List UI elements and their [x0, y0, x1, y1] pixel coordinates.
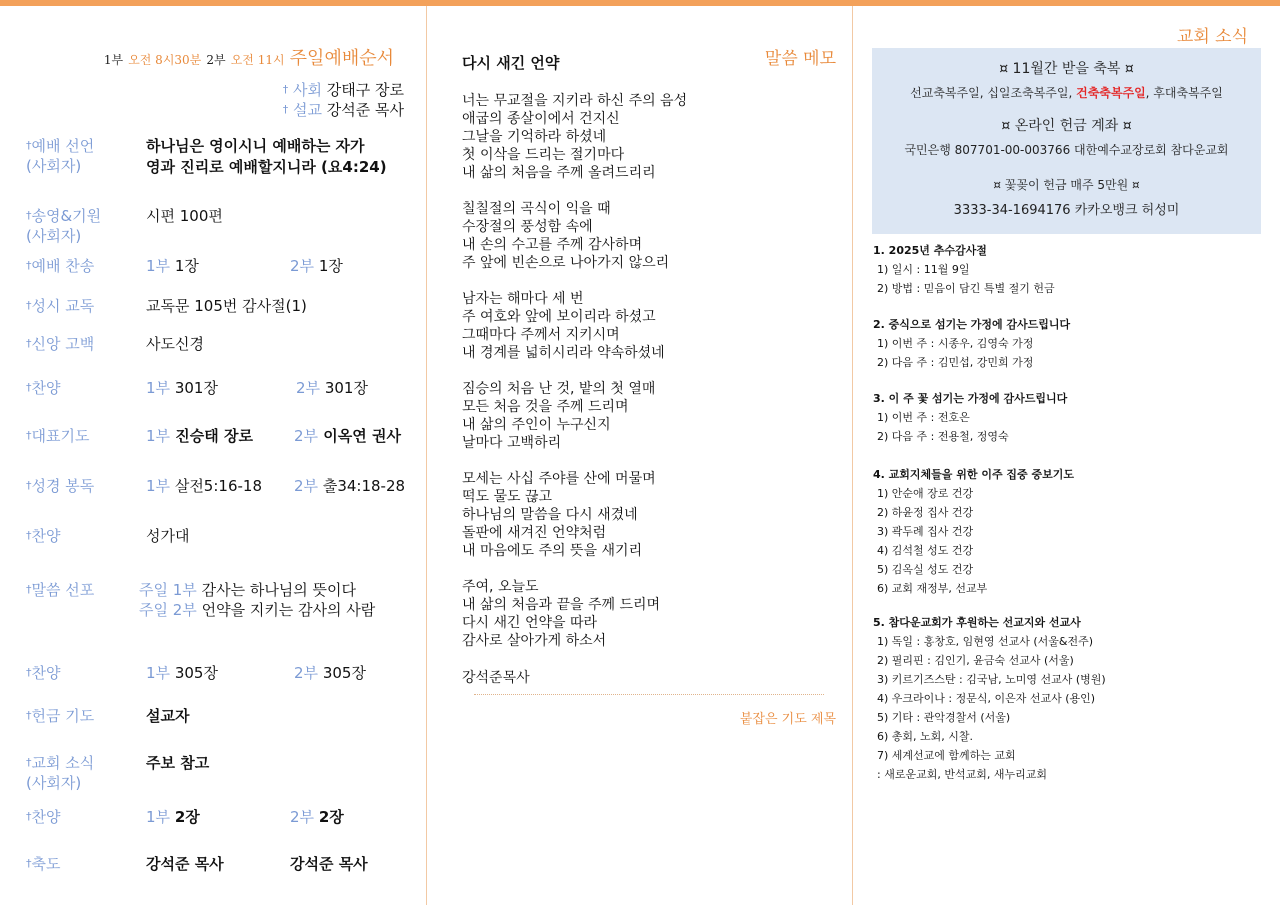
- church-news-column: [854, 6, 1280, 905]
- column-divider: [426, 6, 427, 905]
- news-title: 교회 소식: [1176, 27, 1248, 47]
- list-item: 2) 하윤정 집사 건강: [877, 506, 974, 519]
- service-times: 1부 오전 8시30분 2부 오전 11시 주일예배순서: [103, 48, 394, 69]
- dotted-divider: [474, 694, 824, 695]
- list-item: 6) 총회, 노회, 시찰.: [877, 730, 974, 743]
- news-section: 2. 중식으로 섬기는 가정에 감사드립니다 1) 이번 주 : 시종우, 김영숙 가정 2) 다음 주 : 김민섭, 강민희 가정: [873, 315, 1070, 372]
- list-item: 2) 다음 주 : 김민섭, 강민희 가정: [877, 356, 1034, 369]
- list-item: 3) 키르기즈스탄 : 김국남, 노미영 선교사 (병원): [877, 673, 1106, 686]
- news-section: 1. 2025년 추수감사절 1) 일시 : 11월 9일 2) 방법 : 믿음이 담긴 특별 절기 헌금: [873, 241, 1055, 298]
- list-item: 2) 방법 : 믿음이 담긴 특별 절기 헌금: [877, 282, 1055, 295]
- stanza: 모세는 사십 주야를 산에 머물며 떡도 물도 끊고 하나님의 말씀을 다시 새겼네 돌판에 새겨진 언약처럼 내 마음에도 주의 뜻을 새기리: [462, 471, 656, 559]
- list-item: 4) 김석철 성도 건강: [877, 544, 974, 557]
- worship-order-title: 주일예배순서: [289, 48, 394, 69]
- prayer-topics-title: 붙잡은 기도 제목: [739, 712, 836, 727]
- announcement-box: ¤ 11월간 받을 축복 ¤ 선교축복주일, 십일조축복주일, 건축축복주일, 후대축복주일 ¤ 온라인 헌금 계좌 ¤ 국민은행 807701-00-003766 대한예수교장로회 참다운교회 ¤ 꽃꽂이 헌금 매주 5만원 ¤ 3333-34-1694176 카카오뱅크 허성미: [872, 48, 1261, 234]
- column-divider: [852, 6, 853, 905]
- list-item: 1) 이번 주 : 전호은: [877, 411, 970, 424]
- memo-title: 말씀 메모: [764, 49, 836, 69]
- list-item: 2) 다음 주 : 전용철, 정영숙: [877, 430, 1009, 443]
- list-item: 7) 세계선교에 함께하는 교회: [877, 749, 1016, 762]
- hymn-title: 다시 새긴 언약: [462, 54, 560, 72]
- stanza: 너는 무교절을 지키라 하신 주의 음성 애굽의 종살이에서 건지신 그날을 기억하라 하셨네 첫 이삭을 드리는 절기마다 내 삶의 처음을 주께 올려드리리: [462, 93, 688, 181]
- stanza: 주여, 오늘도 내 삶의 처음과 끝을 주께 드리며 다시 새긴 언약을 따라 감사로 살아가게 하소서: [462, 579, 661, 649]
- worship-order-column: 1부 오전 8시30분 2부 오전 11시 주일예배순서 † 사회 강태구 장로 † 설교 강석준 목사 †예배 선언 (사회자) 하나님은 영이시니 예배하는 자가 영과 진리로 예배할지니라 (요4:24) †송영&기원 (사회자) 시편 100편 †예배 찬송 1부 1장 2부 1장 †성시 교독 교독문 105번 감사절(1) †신앙 고백 사도신경 †찬양 1부 301장 2부 301장 †대표기도 1부 진승태 장로 2부 이옥연 권사 †성경 봉독 1부 살전5:16-18 2부 출34:18-28 †찬양 성가대 †말씀 선포 주일 1부 감사는 하나님의 뜻이다 주일 2부 언약을 지키는 감사의 사람 †찬양 1부 305장 2부 305장 †헌금 기도 설교자 †교회 소식 (사회자) 주보 참고 †찬양 1부 2장 2부 2장 †축도 강석준 목사 강석준 목사: [0, 6, 426, 905]
- list-item: 1) 이번 주 : 시종우, 김영숙 가정: [877, 337, 1034, 350]
- hymn-author: 강석준목사: [462, 670, 530, 686]
- list-item: 4) 우크라이나 : 정문식, 이은자 선교사 (용인): [877, 692, 1096, 705]
- service-leaders: [283, 80, 404, 120]
- list-item: 3) 곽두례 집사 건강: [877, 525, 974, 538]
- sermon-memo-column: [428, 6, 852, 905]
- list-item: 1) 독일 : 홍창호, 임현영 선교사 (서울&전주): [877, 635, 1094, 648]
- list-item: 1) 일시 : 11월 9일: [877, 263, 970, 276]
- stanza: 칠칠절의 곡식이 익을 때 수장절의 풍성함 속에 내 손의 수고를 주께 감사하며 주 앞에 빈손으로 나아가지 않으리: [462, 201, 670, 271]
- stanza: 짐승의 처음 난 것, 밭의 첫 열매 모든 처음 것을 주께 드리며 내 삶의 주인이 누구신지 날마다 고백하리: [462, 381, 656, 451]
- list-item: 5) 기타 : 관악경찰서 (서울): [877, 711, 1011, 724]
- news-section: 4. 교회지체들을 위한 이주 집중 중보기도 1) 안순애 장로 건강 2) 하윤정 집사 건강 3) 곽두례 집사 건강 4) 김석철 성도 건강 5) 김옥실 성도 건강 6) 교회 재정부, 선교부: [873, 465, 1074, 598]
- news-section: 5. 참다운교회가 후원하는 선교지와 선교사 1) 독일 : 홍창호, 임현영 선교사 (서울&전주) 2) 필리핀 : 김인기, 윤금숙 선교사 (서울) 3) 키르기즈스탄 : 김국남, 노미영 선교사 (병원) 4) 우크라이나 : 정문식, 이은자 선교사 (용인) 5) 기타 : 관악경찰서 (서울) 6) 총회, 노회, 시찰. 7) 세계선교에 함께하는 교회 : 새로운교회, 반석교회, 새누리교회: [873, 613, 1106, 784]
- leader-preacher: † 설교 강석준 목사: [282, 101, 404, 119]
- list-item: 6) 교회 재정부, 선교부: [877, 582, 988, 595]
- list-item: 2) 필리핀 : 김인기, 윤금숙 선교사 (서울): [877, 654, 1074, 667]
- leader-host: † 사회 강태구 장로: [282, 81, 404, 99]
- news-section: 3. 이 주 꽃 섬기는 가정에 감사드립니다 1) 이번 주 : 전호은 2) 다음 주 : 전용철, 정영숙: [873, 389, 1067, 446]
- list-item: 5) 김옥실 성도 건강: [877, 563, 974, 576]
- list-item: 1) 안순애 장로 건강: [877, 487, 974, 500]
- highlight-text: 건축축복주일: [1076, 86, 1146, 100]
- stanza: 남자는 해마다 세 번 주 여호와 앞에 보이리라 하셨고 그때마다 주께서 지키시며 내 경계를 넓히시리라 약속하셨네: [462, 291, 665, 361]
- list-item: : 새로운교회, 반석교회, 새누리교회: [877, 768, 1047, 781]
